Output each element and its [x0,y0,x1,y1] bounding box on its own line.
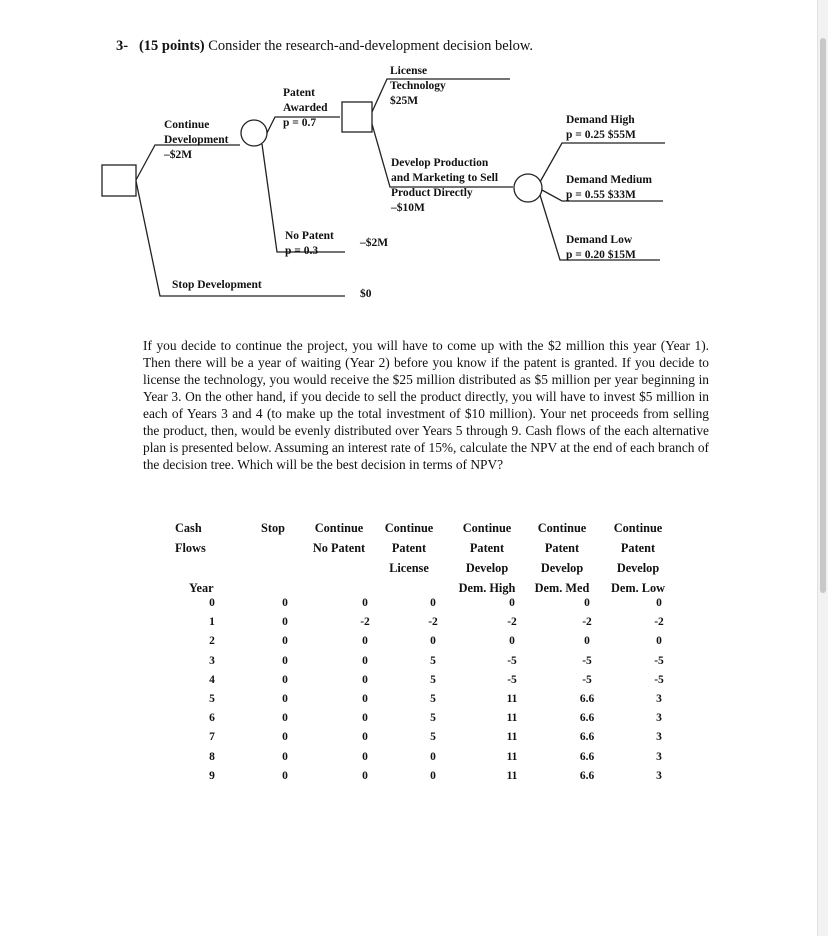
cash-flow-cell: 6.6 [579,693,595,705]
cash-flow-cell: -5 [582,673,592,686]
cash-flow-cell: 6.6 [579,712,595,725]
table-header-year: Cash Flows Year [175,521,214,595]
decision-node-patent [342,102,372,132]
no-patent-label: No Patent p = 0.3 [285,230,334,257]
cash-flow-cell: 0 [282,654,288,667]
cash-flow-cell: 5 [430,712,436,725]
year-cell: 1 [209,616,215,629]
cash-flow-cell: -2 [428,616,438,629]
cash-flow-cell: 5 [430,693,436,705]
problem-paragraph: If you decide to continue the project, you will have to come up with the $2 million this year (Year 1). Then there will be a year of waiting (Year 2) before you know if the patent is granted. If you decide to license the technology, you would receive the $25 million distributed as $5 million per year beginning in Year 3. On the other hand, if you decide to sell the product directly, you will have to invest $5 million in each of Years 3 and 4 (to make up the total investment of $10 million). Your net proceeds from selling the product, then, would be evenly distributed over Years 5 through 9. Cash flows of the each alternative plan is presented below. Assuming an interest rate of 15%, calculate the NPV at the end of each branch of the decision tree. Which will be the best decision in terms of NPV? [143,338,709,472]
year-cell: 4 [209,673,215,686]
cash-flow-cell: 6.6 [579,731,595,744]
table-header-dem-high: Continue Patent Develop Dem. High [458,521,516,595]
cash-flow-cell: -5 [507,673,517,686]
year-cell: 7 [209,731,215,744]
cash-flow-cell: 0 [430,750,436,763]
chance-node-patent [241,120,267,146]
year-cell: 0 [209,597,215,609]
cash-flow-cell: -5 [654,654,664,667]
cash-flow-cell: 0 [430,769,436,782]
cash-flow-cell: 11 [506,712,518,725]
cash-flow-cell: 3 [656,731,662,744]
cash-flow-cell: 0 [584,635,590,648]
cash-flow-cell: 0 [282,616,288,629]
license-technology-label: License Technology $25M [390,65,446,107]
cash-flow-cell: -2 [582,616,592,629]
cash-flow-cell: 0 [282,693,288,705]
table-header-dem-med: Continue Patent Develop Dem. Med [534,521,590,595]
continue-development-label: Continue Development –$2M [164,119,229,161]
cash-flow-cell: 0 [430,635,436,648]
stop-development-label: Stop Development [172,279,262,291]
cash-flow-cell: 0 [656,597,662,609]
chance-node-demand [514,174,542,202]
cash-flow-cell: -2 [360,616,370,629]
cash-flow-cell: 0 [282,635,288,648]
cash-flow-cell: 6.6 [579,769,595,782]
cash-flow-cell: 0 [362,673,368,686]
cash-flow-cell: 5 [430,673,436,686]
table-header-dem-low: Continue Patent Develop Dem. Low [611,521,665,595]
cash-flow-cell: 0 [282,769,288,782]
cash-flow-cell: 0 [282,731,288,744]
scrollbar-thumb[interactable] [820,38,826,593]
cash-flow-cell: 0 [282,597,288,609]
cash-flow-cell: 0 [362,769,368,782]
cash-flow-cell: -2 [654,616,664,629]
cash-flow-cell: -2 [507,616,517,629]
cash-flow-cell: 0 [362,731,368,744]
cash-flow-cell: 0 [362,712,368,725]
cash-flow-cell: 0 [362,597,368,609]
question-points: (15 points) [138,38,205,54]
cash-flow-cell: 3 [656,693,662,705]
cash-flow-cell: 3 [656,769,662,782]
cash-flow-cell: 5 [430,654,436,667]
cash-flow-cell: 0 [362,635,368,648]
scrollbar[interactable] [817,0,828,936]
cash-flow-cell: 0 [282,750,288,763]
demand-medium-label: Demand Medium p = 0.55 $33M [566,174,652,201]
cash-flow-cell: 0 [509,597,515,609]
year-cell: 8 [209,750,215,763]
cash-flow-cell: 3 [656,712,662,725]
cash-flow-cell: 0 [282,673,288,686]
cash-flow-cell: 0 [430,597,436,609]
year-cell: 6 [209,712,215,725]
cash-flow-cell: -5 [582,654,592,667]
patent-awarded-label: Patent Awarded p = 0.7 [283,87,328,129]
cash-flow-cell: 0 [509,635,515,648]
cash-flow-cell: 11 [506,769,518,782]
year-cell: 5 [209,693,215,705]
stop-development-value: $0 [360,288,372,300]
question-number: 3- [116,38,129,54]
year-cell: 3 [209,654,215,667]
cash-flow-cell: -5 [507,654,517,667]
table-header-stop: Stop [261,521,285,535]
cash-flow-cell: 0 [362,750,368,763]
cash-flow-cell: 0 [362,654,368,667]
cash-flow-cell: 11 [506,693,518,705]
cash-flow-cell: 3 [656,750,662,763]
cash-flow-cell: 11 [506,731,518,744]
cash-flow-cell: 0 [282,712,288,725]
cash-flow-cell: 11 [506,750,518,763]
question-prompt: Consider the research-and-development decision below. [208,38,534,54]
year-cell: 2 [209,635,215,648]
cash-flow-cell: 6.6 [579,750,595,763]
develop-production-label: Develop Production and Marketing to Sell Product Directly –$10M [391,157,499,214]
cash-flow-cell: -5 [654,673,664,686]
cash-flow-cell: 0 [656,635,662,648]
table-header-continue-no-patent: Continue No Patent [312,521,366,555]
cash-flow-cell: 0 [584,597,590,609]
decision-node-root [102,165,136,196]
demand-high-label: Demand High p = 0.25 $55M [566,114,636,141]
demand-low-label: Demand Low p = 0.20 $15M [566,234,636,261]
table-header-license: Continue Patent License [384,521,434,575]
year-cell: 9 [209,769,215,782]
cash-flow-cell: 5 [430,731,436,744]
no-patent-value: –$2M [360,237,389,249]
cash-flow-cell: 0 [362,693,368,705]
